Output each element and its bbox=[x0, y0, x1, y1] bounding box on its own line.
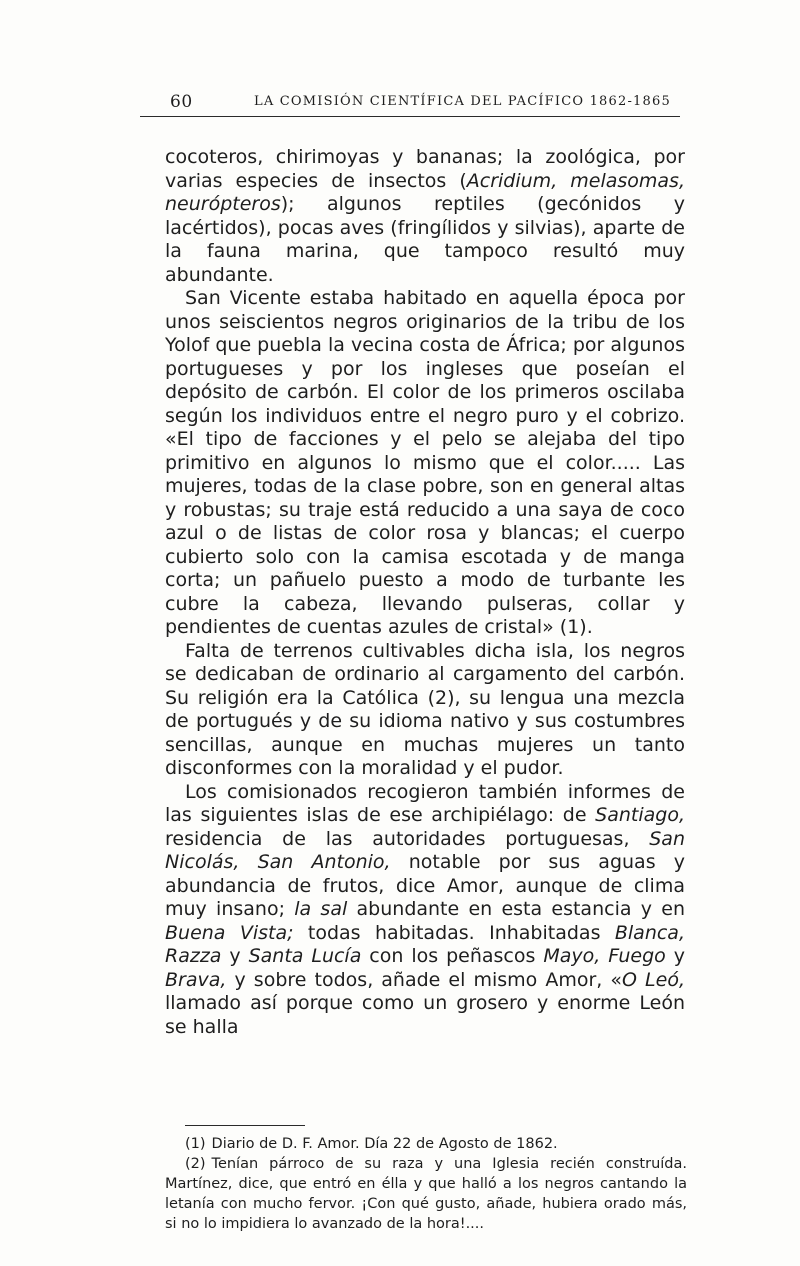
running-title: LA COMISIÓN CIENTÍFICA DEL PACÍFICO 1862-1865 bbox=[254, 94, 671, 109]
paragraph-3 bbox=[165, 640, 685, 781]
paragraph-4 bbox=[165, 781, 685, 1040]
islet-o-leo: O Leó, bbox=[622, 968, 685, 991]
island-blanca-razza: Blanca, Razza bbox=[165, 921, 685, 967]
paragraph-4-text-f: y bbox=[221, 945, 249, 967]
island-santa-lucia: Santa Lucía bbox=[248, 945, 362, 967]
paragraph-4-text-c: notable por sus aguas y abundancia de frutos, dice Amor, aunque de clima muy insano; bbox=[165, 851, 685, 920]
paragraph-4-text-d: abundante en esta estancia y en bbox=[347, 898, 685, 920]
page-number: 60 bbox=[170, 92, 193, 112]
paragraph-4-text-a: Los comisionados recogieron también informes de las siguientes islas de ese archipiélago: de bbox=[165, 780, 685, 826]
footnote-2-number: (2) bbox=[185, 1156, 206, 1172]
paragraph-1 bbox=[165, 146, 685, 287]
paragraph-2 bbox=[165, 287, 685, 640]
paragraph-4-text-e: todas habitadas. Inhabitadas bbox=[293, 921, 615, 944]
footnote-2 bbox=[165, 1154, 687, 1234]
paragraph-1-text-b: ); algunos reptiles (gecónidos y lacértidos), pocas aves (fringílidos y silvias), aparte de la fauna marina, que tampoco resultó muy abundante. bbox=[165, 193, 685, 286]
footnote-1 bbox=[165, 1134, 687, 1154]
running-header bbox=[140, 88, 680, 117]
footnote-1-number: (1) bbox=[185, 1136, 206, 1152]
paragraph-4-text-i: y sobre todos, añade el mismo Amor, « bbox=[226, 968, 623, 991]
paragraph-2-text: San Vicente estaba habitado en aquella época por unos seiscientos negros originarios de la tribu de los Yolof que puebla la vecina costa de África; por algunos portugueses y por los ingleses que poseían el depósito de carbón. El color de los primeros oscilaba según los individuos entre el negro puro y el cobrizo. «El tipo de facciones y el pelo se alejaba del tipo primitivo en algunos lo mismo que el color..... Las mujeres, todas de la clase pobre, son en general altas y robustas; su traje está reducido a una saya de coco azul o de listas de color rosa y blancas; el cuerpo cubierto solo con la camisa escotada y de manga corta; un pañuelo puesto a modo de turbante les cubre la cabeza, llevando pulseras, collar y pendientes de cuentas azules de cristal» (1). bbox=[165, 287, 685, 638]
paragraph-1-italic-taxa: Acridium, melasomas, neurópteros bbox=[165, 169, 685, 215]
paragraph-4-text-h: y bbox=[665, 945, 685, 967]
paragraph-1-text-a: cocoteros, chirimoyas y bananas; la zoológica, por varias especies de insectos ( bbox=[165, 146, 685, 192]
footnote-1-text: Diario de D. F. Amor. Día 22 de Agosto de 1862. bbox=[211, 1136, 558, 1152]
island-mayo-fuego: Mayo, Fuego bbox=[543, 945, 666, 967]
island-la-sal: la sal bbox=[294, 898, 348, 920]
island-santiago: Santiago, bbox=[595, 804, 685, 826]
island-san-nicolas-san-antonio: San Nicolás, San Antonio, bbox=[165, 827, 685, 873]
footnote-2-text: Tenían párroco de su raza y una Iglesia recién construída. Martínez, dice, que entró en élla y que halló a los negros cantando la letanía con mucho fervor. ¡Con qué gusto, añade, hubiera orado más, si no lo impidiera lo avanzado de la hora!.... bbox=[165, 1156, 687, 1232]
paragraph-4-text-g: con los peñascos bbox=[361, 945, 544, 967]
paragraph-3-text: Falta de terrenos cultivables dicha isla, los negros se dedicaban de ordinario al cargamento del carbón. Su religión era la Católica (2), su lengua una mezcla de portugués y de su idioma nativo y sus costumbres sencillas, aunque en muchas mujeres un tanto disconformes con la moralidad y el pudor. bbox=[165, 639, 685, 779]
footnote-divider bbox=[185, 1125, 305, 1126]
paragraph-4-text-j: llamado así porque como un grosero y enorme León se halla bbox=[165, 992, 685, 1038]
body-text bbox=[165, 146, 685, 1039]
footnotes bbox=[165, 1134, 687, 1234]
island-brava: Brava, bbox=[165, 968, 227, 991]
paragraph-4-text-b: residencia de las autoridades portuguesas, bbox=[165, 827, 650, 850]
island-buena-vista: Buena Vista; bbox=[165, 921, 294, 944]
